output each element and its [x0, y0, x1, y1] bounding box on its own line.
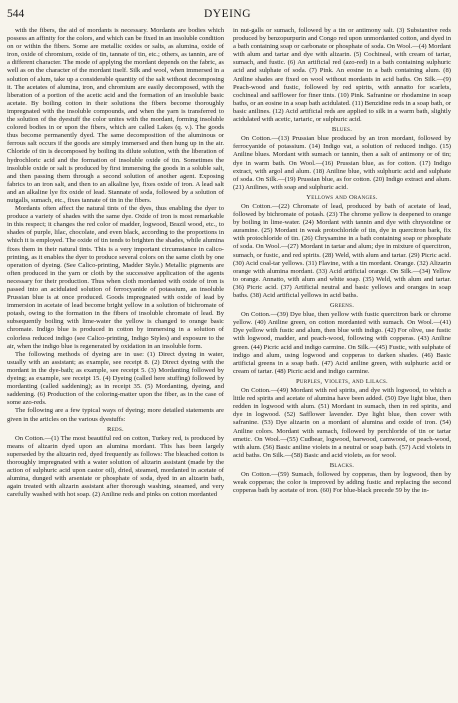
paragraph-mordant-effects: Mordants often affect the natural tints of the dyes, thus enabling the dyer to produce a variety of shades with the same dye. Oxide of iron is most remarkable in this respect; it changes the red color of madder, logwood, Brazil wood, etc., to shades of purple, lilac, chocolate, and even black, according to the proportions in which it is employed. The oxide of tin tends to brighten the shades, while alumina fixes them in their natural tints. This is a very important circumstance in calico-printing, as it enables the dyer to produce several colors on the same cloth by one operation of dyeing. (See Calico-printing, Madder Style.) Metallic pigments are often produced in the yarn or cloth by the successive application of the agents necessary for their production. Thus when cloth mordanted with oxide of iron is passed into an acidulated solution of ferrocyanide of potassium, an insoluble Prussian blue is at once produced. Goods impregnated with oxide of lead by immersion in acetate of lead become bright yellow in a solution of bichromate of potash, owing to the formation in the fibers of insoluble chromate of lead. By subsequently boiling with lime-water the yellow is changed to orange basic chromate. Indigo blue is produced in cotton by immersing in a solution of colorless reduced indigo (see Calico-printing, Indigo Styles) and exposure to the air, when the indigo blue is regenerated by oxidation in an insoluble form. [7, 205, 224, 350]
paragraph-reds-continued: in nut-galls or sumach, followed by a tin or antimony salt. (3) Substantive reds produced by benzopurpurin and Congo red upon unmordanted cotton, and dyed in a bath containing soap or carbonate or phosphate of soda. On Wool.—(4) Mordant with alum and tartar and dye with alizarin. (5) Cochineal, with cream of tartar, sumach, and fustic. (6) An artificial red (azo-red) in a bath containing sulphuric acid and sulphate of soda. (7) Pink. An eosine in a bath containing alum. (8) Aniline shades are fixed on wool without mordants in acid baths. On Silk.—(9) Peach-wood and fustic, followed by red spirits, with annatto for scarlets, cochineal and safflower for finer tints. (10) Pink. Safranine or rhodamine in soap baths, or an eosine in a soap bath acidulated. (11) Benzidine reds in a soap bath, or basic anilines. (12) Acid artificial reds are applied to silk in a warm bath, slightly acidulated with acetic, tartaric, or sulphuric acid. [233, 27, 451, 124]
section-heading-reds: Reds. [107, 425, 124, 433]
left-column [7, 27, 224, 697]
paragraph-yellows: On Cotton.—(22) Chromate of lead, produced by bath of acetate of lead, followed by bichromate of potash. (23) The chrome yellow is deepened to orange by boiling in lime-water. (24) Mordant with tannin and dye with chrysoidine or auramine. (25) Mordant in weak protochloride of tin, dye in quercitron bark, fix with protochloride of tin. (26) Chrysamine in a bath containing soap or phosphate of soda. On Wool.—(27) Mordant in tartar and alum; dye in mixture of quercitron, sumach, or fustic, and red spirits. (28) Weld, with alum and tartar. (29) Picric acid. (30) Acid coal-tar yellows. (31) Flavine, with a tin mordant. Orange. (32) Alizarin orange with alumina mordant. (33) Acid artificial orange. On Silk.—(34) Yellow to orange. Annatto, with alum and white soap. (35) Weld, with alum and tartar. (36) Picric acid. (37) Artificial neutral and basic yellows and oranges in soap baths. (38) Acid artificial yellows in acid baths. [233, 202, 451, 299]
paragraph-typical-ways: The following are a few typical ways of dyeing; more detailed statements are given in the articles on the various dyestuffs: [7, 407, 224, 423]
paragraph-purples: On Cotton.—(49) Mordant with red spirits, and dye with logwood, to which a little red spirits and acetate of alumina have been added. (50) Dye light blue, then redden in logwood with alum. (51) Mordant in sumach, then in red spirits, and dye in logwood. (52) Safflower lavender. Dye light blue, then cover with safranine. (53) Dye alizarin on a mordant of alumina and oxide of iron. (54) Aniline colors. Mordant with sumach, followed by perchloride of tin or tartar emetic. On Wool.—(55) Cudbear, logwood, barwood, camwood, or peach-wood, with alum. (56) Basic aniline violets in a neutral or soap bath. (57) Acid violets in acid baths. On Silk.—(58) Basic and acid violets, as for wool. [233, 387, 451, 459]
paragraph-dyeing-methods: The following methods of dyeing are in use: (1) Direct dyeing in water, usually with an assistant; as example, see receipt 8. (2) Direct dyeing with the mordant in the dye-bath; as example, see receipt 5. (3) Mordanting followed by dyeing; as example, see receipt 15. (4) Dyeing (called here stuffing) followed by mordanting (called saddening); as in receipt 35. (5) Mordanting, dyeing, and saddening. (6) Production of the coloring-matter upon the fiber, as in the case of some azo-reds. [7, 350, 224, 407]
paragraph-blues: On Cotton.—(13) Prussian blue produced by an iron mordant, followed by ferrocyanide of potassium. (14) Indigo vat, a solution of reduced indigo. (15) Aniline blues. Mordant with sumach or tannin, then a salt of antimony or of tin; dye in warm bath. On Wool.—(16) Prussian blue, as for cotton. (17) Indigo extract, with argol and alum. (18) Aniline blue, with sulphuric acid and sulphate of soda. On Silk.—(19) Prussian blue, as for cotton. (20) Indigo extract and alum. (21) Anilines, with soap and sulphuric acid. [233, 135, 451, 191]
page-header [7, 8, 448, 22]
page-number: 544 [7, 8, 25, 20]
section-heading-blues: Blues. [331, 126, 353, 134]
section-heading-blacks: Blacks. [329, 461, 355, 469]
paragraph-reds: On Cotton.—(1) The most beautiful red on cotton, Turkey red, is produced by means of alizarin dyed upon an alumina mordant. This has been largely superseded by the alizarin red, dyed frequently as follows: The bleached cotton is thoroughly impregnated with a water solution of alizarin assistant (made by the action of sulphuric acid upon castor oil), dried, steamed, mordanted in acetate of alumina, dunged with arseniate or phosphate of soda, dyed in an alizarin bath, again treated with alizarin assistant after thorough washing, steamed, and very carefully washed with hot soap. (2) Aniline reds and pinks on cotton mordanted [7, 434, 224, 499]
running-title: DYEING [203, 8, 252, 20]
section-heading-yellows: Yellows and Oranges. [306, 193, 378, 201]
section-heading-greens: Greens. [329, 302, 355, 310]
section-heading-purples: Purples, Violets, and Lilacs. [295, 377, 389, 385]
paragraph-mordants: with the fibers, the aid of mordants is necessary. Mordants are bodies which possess an affinity for the colors, and which can be fixed in an insoluble condition on or within the fibers. Some are metallic oxides or salts, as alumina, oxide of iron, oxide of chromium, oxide of tin, tannate of tin, etc.; others, as tannin, are of a different character. The mode of applying the mordant depends on the fabric, as well as on the character of the mordant itself. Silk and wool, when immersed in a solution of alum, take up a considerable quantity of the salt without decomposing it. The acetates of alumina, iron, and chromium are easily decomposed, with the liberation of a portion of the acetic acid and the formation of an insoluble basic acetate. By boiling cotton in their solutions the fibers become thoroughly impregnated with the insoluble compounds, and when the yarn is transferred to the solution of the dyestuff the color unites with the mordant, forming insoluble colored bodies in or upon the fibers, which are called Lakes (q. v.). The goods thus become permanently dyed. The same decomposition of the aluminous or ferrous salt occurs if the goods are simply immersed and then hung up in the air. Chloride of tin is decomposed by boiling its dilute solution, with the liberation of hydrochloric acid and the formation of insoluble oxide of tin. Sometimes the insoluble oxide or salt is produced by first immersing the goods in a soluble salt, and then passing them through a second solution of another agent. Exposing fabrics to an iron salt, and then to an alkaline lye, fixes oxide of iron. A lead salt and an alkaline lye fix oxide of lead. Stannate of soda, followed by a solution of nutgalls, sumach, etc., fixes tannate of tin in the fibers. [7, 27, 224, 204]
paragraph-blacks: On Cotton.—(59) Sumach, followed by copperas, then by logwood, then by weak copperas; the color is improved by adding fustic and replacing the second copperas bath by acetate of iron. (60) For blue-black precede 59 by the in- [233, 470, 451, 495]
paragraph-greens: On Cotton.—(39) Dye blue, then yellow with fustic quercitron bark or chrome yellow. (40) Aniline green, on cotton mordanted with sumach. On Wool.—(41) Dye yellow with fustic and alum, then blue with indigo. (42) For olive, use fustic with logwood, madder, and peach-wood, following with copperas. (43) Aniline green. (44) Picric acid and indigo carmine. On Silk.—(45) Fustic, with sulphate of indigo and alum, using logwood and copperas to darken shades. (46) Basic artificial greens in a soap bath. (47) Acid aniline green, with sulphuric acid or cream of tartar. (48) Picric acid and indigo carmine. [233, 311, 451, 375]
right-column [233, 27, 451, 697]
